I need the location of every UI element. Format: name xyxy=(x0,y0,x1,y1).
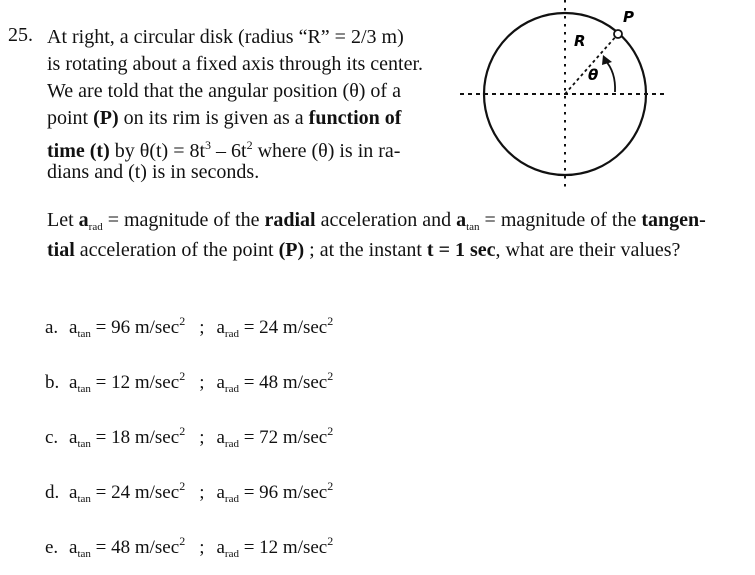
choice-label: d. xyxy=(45,482,60,503)
symbol-a: a xyxy=(69,317,78,338)
radius-line xyxy=(565,34,618,94)
tangential-value: = 18 m/sec xyxy=(90,427,180,448)
function-of-bold: function of xyxy=(308,107,402,129)
subscript-rad: rad xyxy=(224,328,239,340)
subscript-rad: rad xyxy=(224,548,239,560)
subscript-tan: tan xyxy=(466,221,480,233)
separator: ; xyxy=(199,372,205,393)
separator: ; xyxy=(199,317,205,338)
exponent-2: 2 xyxy=(327,369,334,383)
question-line-2 xyxy=(47,51,423,77)
choice-label: c. xyxy=(45,427,59,448)
exponent-2: 2 xyxy=(179,534,186,548)
symbol-a: a xyxy=(216,317,225,338)
point-p-bold: (P) xyxy=(278,239,305,261)
prompt-line-2 xyxy=(47,236,680,264)
exponent-2: 2 xyxy=(179,369,186,383)
subscript-tan: tan xyxy=(77,493,91,505)
label-theta: θ xyxy=(588,66,599,84)
subscript-tan: tan xyxy=(77,548,91,560)
prompt-text: , what are their values? xyxy=(495,239,681,261)
radial-value: = 48 m/sec xyxy=(238,372,328,393)
question-line-6 xyxy=(47,159,259,185)
prompt-text: ; at the instant xyxy=(304,239,427,261)
radial-bold: radial xyxy=(264,209,316,231)
exponent-2: 2 xyxy=(179,479,186,493)
subscript-rad: rad xyxy=(224,438,239,450)
radial-value: = 72 m/sec xyxy=(238,427,328,448)
choice-c[interactable] xyxy=(45,424,333,450)
separator: ; xyxy=(199,482,205,503)
question-text: We are told that the angular position (θ) of a xyxy=(47,80,401,102)
theta-arc xyxy=(605,60,615,92)
question-line-3 xyxy=(47,78,401,104)
prompt-text: = magnitude of the xyxy=(479,209,642,231)
symbol-a: a xyxy=(78,209,89,231)
question-text: by θ(t) = 8t xyxy=(109,140,206,162)
point-p-marker xyxy=(614,30,622,38)
disk-figure xyxy=(450,0,670,195)
choice-label: b. xyxy=(45,372,60,393)
symbol-a: a xyxy=(216,537,225,558)
choice-label: e. xyxy=(45,537,59,558)
tangential-value: = 12 m/sec xyxy=(90,372,180,393)
tangential-value: = 24 m/sec xyxy=(90,482,180,503)
subscript-tan: tan xyxy=(77,383,91,395)
symbol-a: a xyxy=(216,427,225,448)
choice-label: a. xyxy=(45,317,59,338)
radial-value: = 24 m/sec xyxy=(238,317,328,338)
question-text: is rotating about a fixed axis through its center. xyxy=(47,53,424,75)
exponent-2: 2 xyxy=(327,479,334,493)
exponent-2: 2 xyxy=(179,424,186,438)
point-p-bold: (P) xyxy=(93,107,119,129)
exponent-2: 2 xyxy=(327,314,334,328)
symbol-a: a xyxy=(216,482,225,503)
label-p: P xyxy=(623,8,634,26)
tangential-bold: tangen- xyxy=(641,209,706,231)
subscript-tan: tan xyxy=(77,328,91,340)
exponent-2: 2 xyxy=(327,424,334,438)
choice-d[interactable] xyxy=(45,479,333,505)
tangential-value: = 48 m/sec xyxy=(90,537,180,558)
prompt-text: acceleration and xyxy=(315,209,457,231)
tangential-value: = 96 m/sec xyxy=(90,317,180,338)
question-text: dians and (t) is in seconds. xyxy=(47,161,260,183)
label-r: R xyxy=(574,32,586,50)
symbol-a: a xyxy=(69,372,78,393)
instant-bold: t = 1 sec xyxy=(426,239,496,261)
separator: ; xyxy=(199,427,205,448)
theta-arrowhead xyxy=(602,55,612,65)
radial-value: = 12 m/sec xyxy=(238,537,328,558)
prompt-text: = magnitude of the xyxy=(102,209,265,231)
question-text: – 6t xyxy=(211,140,247,162)
subscript-rad: rad xyxy=(224,493,239,505)
question-line-1 xyxy=(47,24,404,50)
question-text: point xyxy=(47,107,94,129)
time-bold: time (t) xyxy=(47,140,110,162)
symbol-a: a xyxy=(69,427,78,448)
symbol-a: a xyxy=(69,482,78,503)
question-text: At right, a circular disk (radius “R” = 2/3 m) xyxy=(47,26,404,48)
question-text: on its rim is given as a xyxy=(118,107,309,129)
prompt-text: acceleration of the point xyxy=(74,239,279,261)
subscript-rad: rad xyxy=(88,221,103,233)
symbol-a: a xyxy=(456,209,467,231)
choice-b[interactable] xyxy=(45,369,333,395)
exponent-2: 2 xyxy=(179,314,186,328)
question-line-4 xyxy=(47,105,401,131)
subscript-rad: rad xyxy=(224,383,239,395)
exponent-2: 2 xyxy=(327,534,334,548)
prompt-text: Let xyxy=(47,209,79,231)
exponent-2: 2 xyxy=(246,138,253,152)
choice-e[interactable] xyxy=(45,534,333,560)
separator: ; xyxy=(199,537,205,558)
radial-value: = 96 m/sec xyxy=(238,482,328,503)
symbol-a: a xyxy=(216,372,225,393)
tangential-bold: tial xyxy=(47,239,75,261)
choice-a[interactable] xyxy=(45,314,333,340)
question-number: 25. xyxy=(8,24,33,46)
subscript-tan: tan xyxy=(77,438,91,450)
exponent-3: 3 xyxy=(205,138,212,152)
symbol-a: a xyxy=(69,537,78,558)
question-text: where (θ) is in ra- xyxy=(252,140,401,162)
